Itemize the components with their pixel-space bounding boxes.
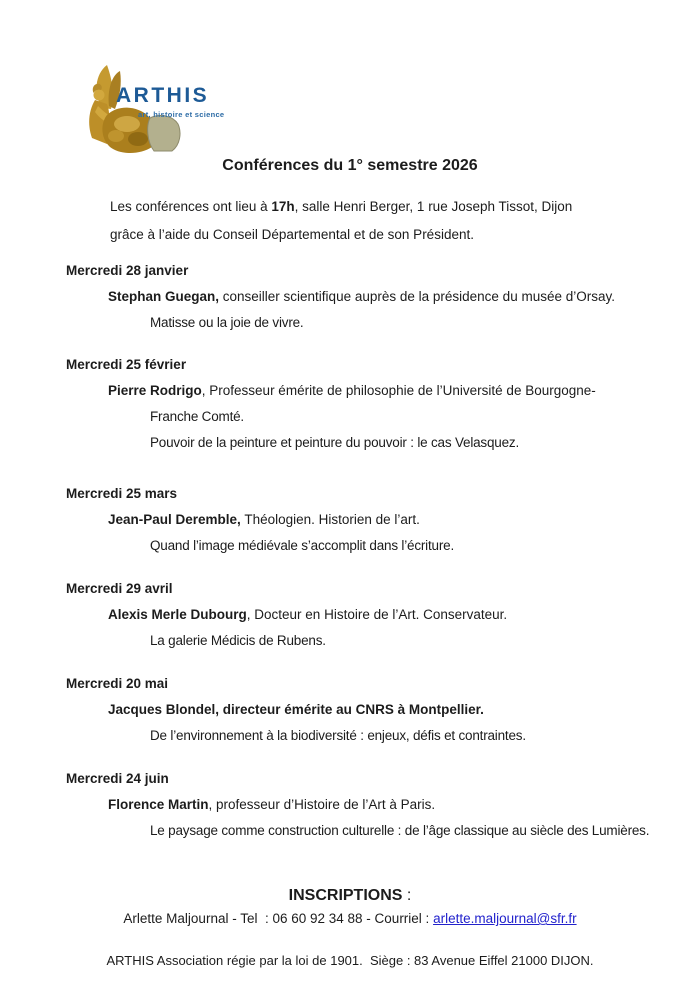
speaker-role: , professeur d’Histoire de l’Art à Paris. [208, 797, 436, 812]
talk-title: De l’environnement à la biodiversité : enjeux, défis et contraintes. [150, 728, 526, 743]
contact-text: Arlette Maljournal - Tel : 06 60 92 34 88 - Courriel : [123, 911, 434, 926]
intro-text: Les conférences ont lieu à [110, 199, 272, 214]
conference-date: Mercredi 29 avril [66, 581, 173, 596]
intro-time: 17h [271, 199, 295, 214]
talk-title: La galerie Médicis de Rubens. [150, 633, 326, 648]
conference-section-mars [0, 481, 700, 559]
brand-name: ARTHIS [116, 84, 210, 107]
speaker-name: Alexis Merle Dubourg [108, 607, 247, 622]
inscriptions-colon: : [402, 887, 412, 904]
page-title: Conférences du 1° semestre 2026 [222, 157, 478, 174]
conference-section-mai [0, 671, 700, 749]
speaker-name: Jean-Paul Deremble, [108, 512, 241, 527]
conference-speaker [0, 792, 700, 818]
talk-title: Quand l’image médiévale s’accomplit dans l’écriture. [150, 538, 454, 553]
inscriptions-heading [0, 882, 700, 909]
conference-speaker [0, 378, 700, 404]
conference-section-avril [0, 576, 700, 654]
speaker-continuation: Franche Comté. [150, 409, 244, 424]
intro-text: , salle Henri Berger, 1 rue Joseph Tissot, Dijon [294, 199, 573, 214]
speaker-role: Théologien. Historien de l’art. [240, 512, 420, 527]
golden-angel-statue-icon [80, 62, 185, 154]
email-link[interactable]: arlette.maljournal@sfr.fr [433, 911, 577, 926]
brand-tagline: art, histoire et science [138, 110, 225, 119]
speaker-role: , Docteur en Histoire de l’Art. Conservateur. [246, 607, 508, 622]
conference-section-juin [0, 766, 700, 844]
conference-date: Mercredi 25 février [66, 357, 187, 372]
intro-line-2: grâce à l’aide du Conseil Départemental et de son Président. [110, 227, 474, 242]
conference-date: Mercredi 25 mars [66, 486, 178, 501]
speaker-name: Stephan Guegan, [108, 289, 220, 304]
conference-date: Mercredi 24 juin [66, 771, 169, 786]
conference-section-fevrier [0, 352, 700, 456]
contact-line [0, 909, 700, 929]
conference-date: Mercredi 20 mai [66, 676, 169, 691]
conference-speaker [0, 507, 700, 533]
speaker-name: Pierre Rodrigo [108, 383, 202, 398]
talk-title: Pouvoir de la peinture et peinture du pouvoir : le cas Velasquez. [150, 435, 519, 450]
speaker-role: conseiller scientifique auprès de la présidence du musée d’Orsay. [219, 289, 615, 304]
speaker-role: , Professeur émérite de philosophie de l’Université de Bourgogne- [201, 383, 596, 398]
association-footer: ARTHIS Association régie par la loi de 1901. Siège : 83 Avenue Eiffel 21000 DIJON. [106, 953, 594, 968]
speaker-name: Jacques Blondel, directeur émérite au CNRS à Montpellier. [108, 702, 484, 717]
intro-paragraph [0, 193, 700, 249]
conference-speaker [0, 284, 700, 310]
inscriptions-label: INSCRIPTIONS [288, 887, 403, 904]
talk-title: Matisse ou la joie de vivre. [150, 315, 304, 330]
conference-speaker [0, 697, 700, 723]
conference-section-janvier [0, 258, 700, 336]
arthis-logo [80, 62, 290, 154]
conference-date: Mercredi 28 janvier [66, 263, 189, 278]
intro-line-1 [110, 193, 700, 221]
conference-speaker [0, 602, 700, 628]
talk-title: Le paysage comme construction culturelle : de l’âge classique au siècle des Lumières. [150, 823, 650, 838]
speaker-name: Florence Martin [108, 797, 209, 812]
